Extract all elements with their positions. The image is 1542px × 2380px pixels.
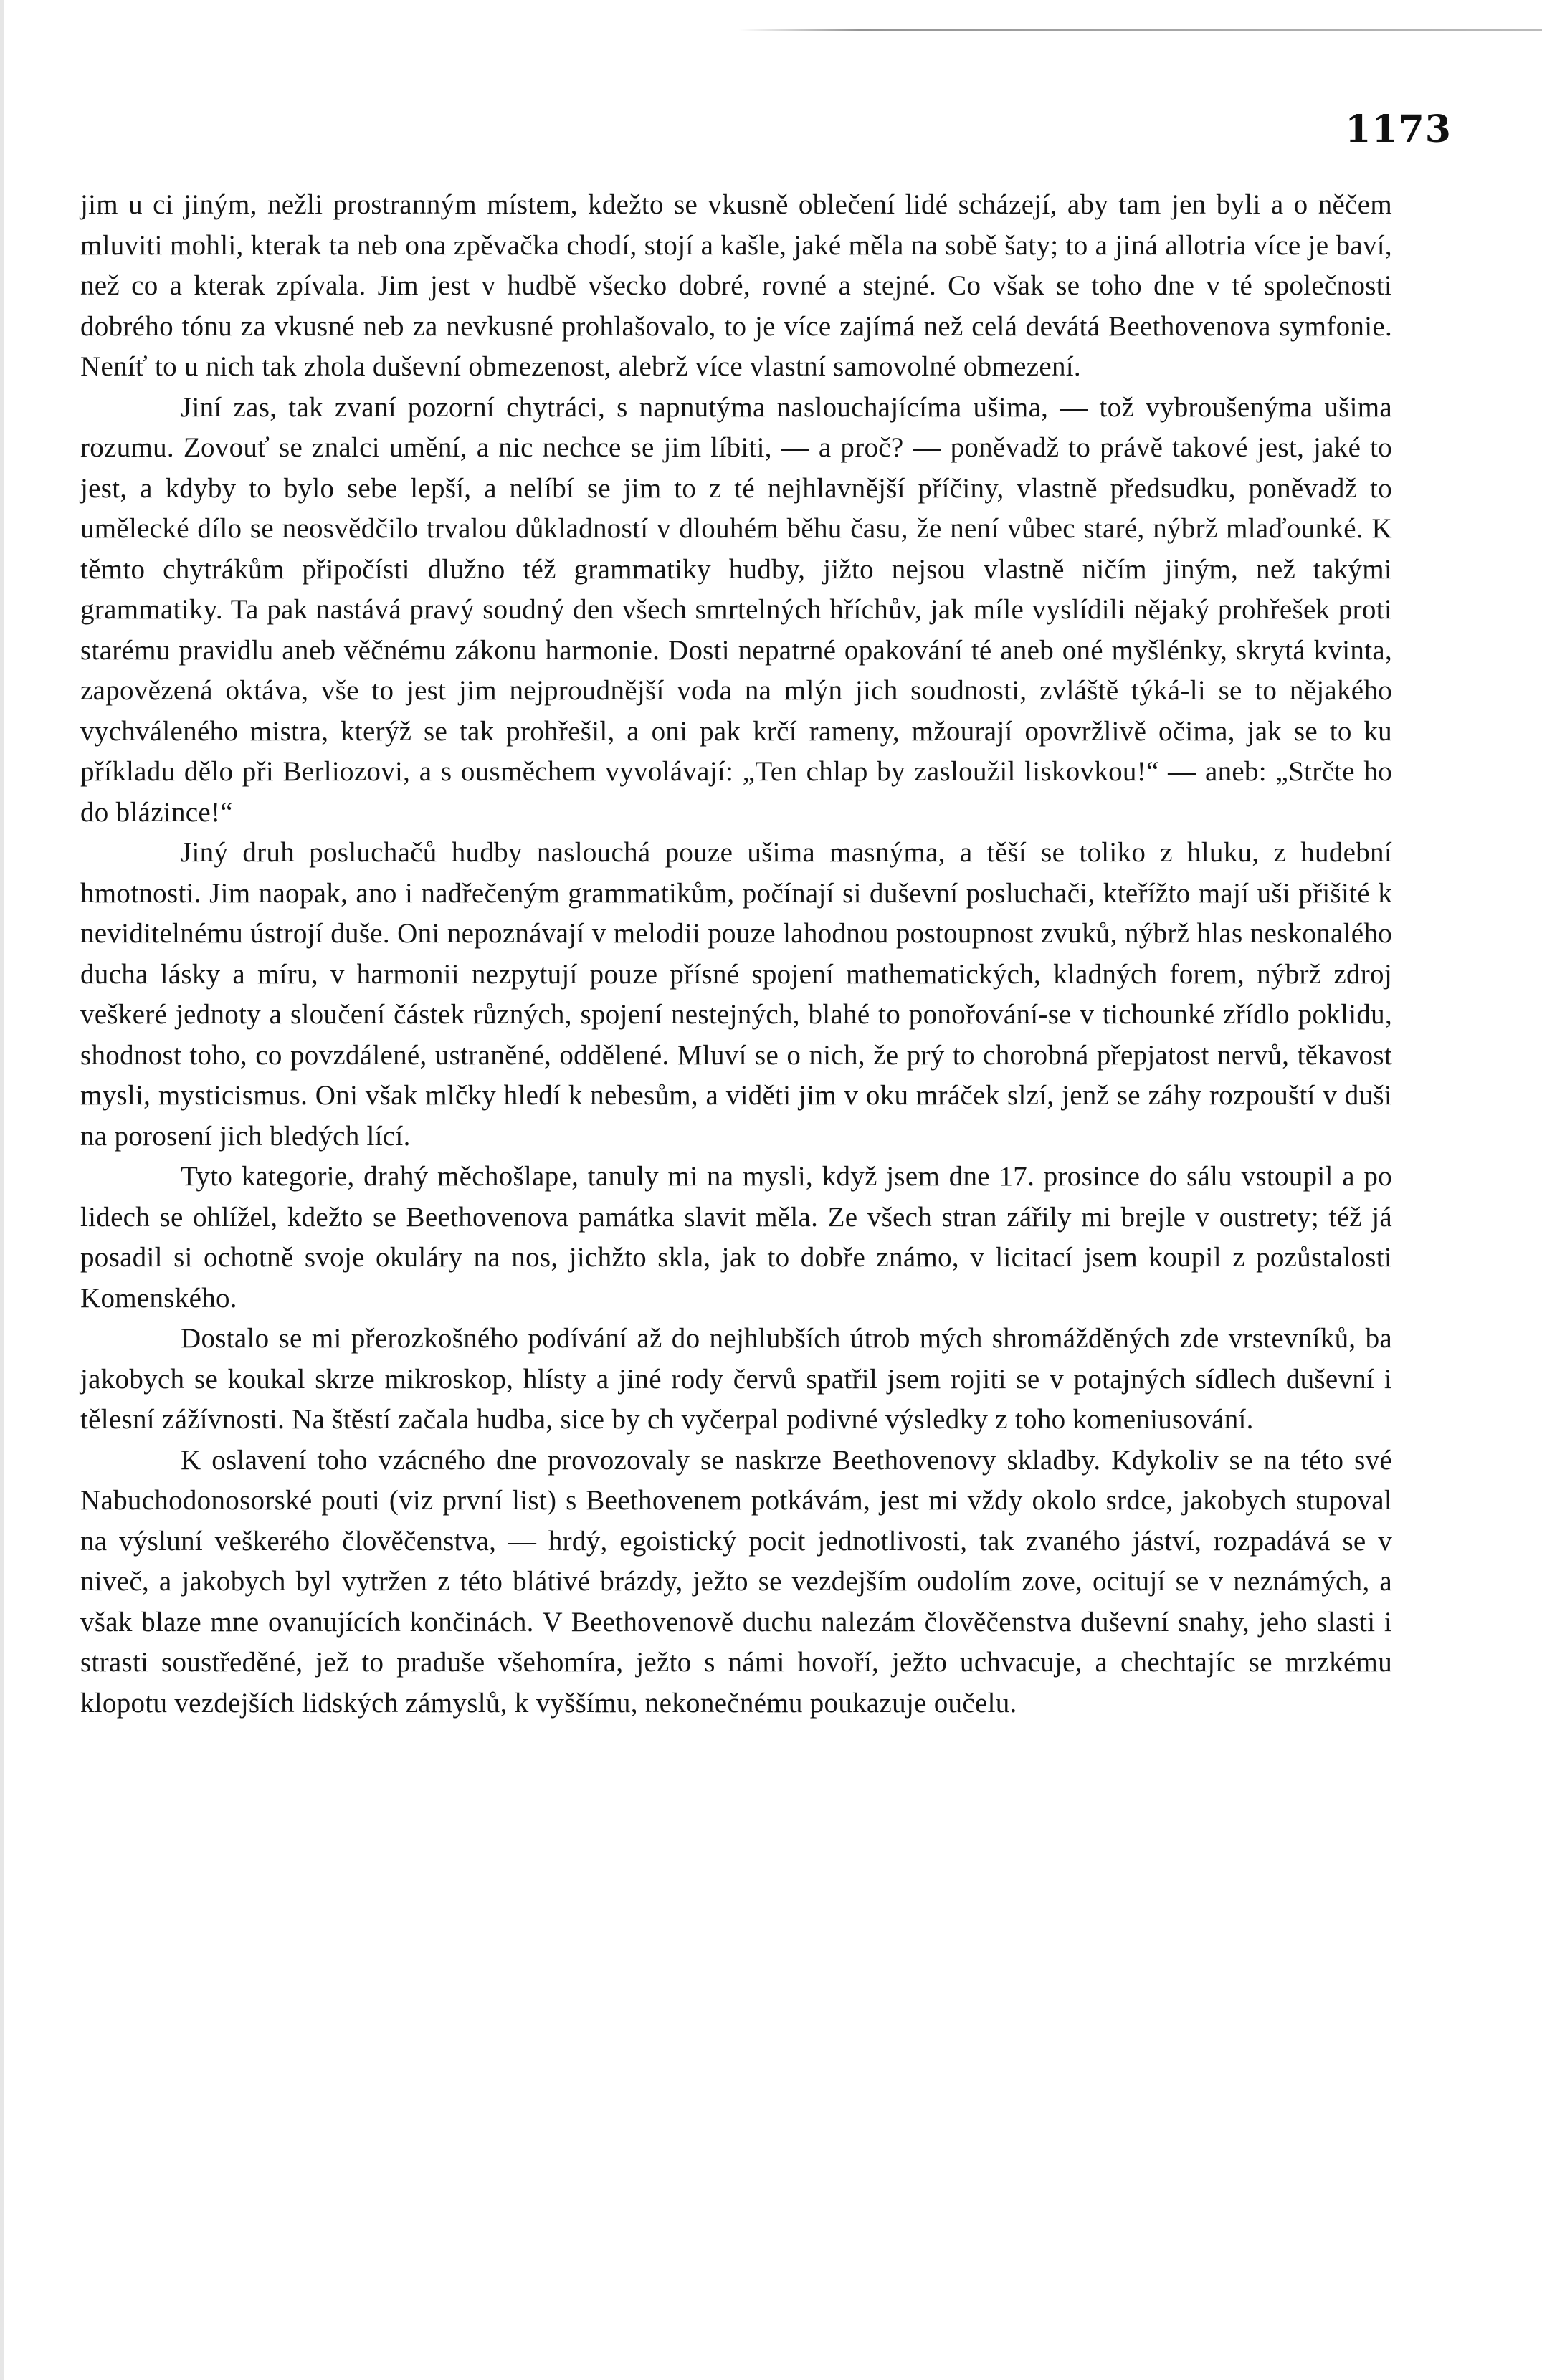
scan-edge bbox=[0, 0, 4, 2380]
paragraph-5: Dostalo se mi přerozkošného podívání až do nejhlubších útrob mých shromážděných zde vrstevníků, ba jakobych se koukal skrze mikroskop, hlísty a jiné rody červů spatřil jsem rojiti se v potajných sídlech duševní i tělesní zážívnosti. Na štěstí začala hudba, sice by ch vyčerpal podivné výsledky z toho komeniusování. bbox=[80, 1323, 1392, 1435]
paragraph-4: Tyto kategorie, drahý měchošlape, tanuly mi na mysli, když jsem dne 17. prosince do sálu vstoupil a po lidech se ohlížel, kdežto se Beethovenova památka slavit měla. Ze všech stran zářily mi brejle v oustrety; též já posadil si ochotně svoje okuláry na nos, jichžto skla, jak to dobře známo, v licitací jsem koupil z pozůstalosti Komenského. bbox=[80, 1161, 1392, 1314]
article-text bbox=[80, 185, 1392, 1724]
paragraph-1: jim u ci jiným, nežli prostranným místem, kdežto se vkusně oblečení lidé scházejí, aby tam jen byli a o něčem mluviti mohli, kterak ta neb ona zpěvačka chodí, stojí a kašle, jaké měla na sobě šaty; to a jiná allotria více je baví, než co a kterak zpívala. Jim jest v hudbě všecko dobré, rovné a stejné. Co však se toho dne v té společnosti dobrého tónu za vkusné neb za nevkusné prohlašovalo, to je více zajímá než celá devátá Beethovenova symfonie. Neníť to u nich tak zhola duševní obmezenost, alebrž více vlastní samovolné obmezení. bbox=[80, 189, 1392, 382]
paragraph-2: Jiní zas, tak zvaní pozorní chytráci, s napnutýma naslouchajícíma ušima, — tož vybroušenýma ušima rozumu. Zovouť se znalci umění, a nic nechce se jim líbiti, — a proč? — poněvadž to právě takové jest, jaké to jest, a kdyby to bylo sebe lepší, a nelíbí se jim to z té nejhlavnější příčiny, vlastně předsudku, poněvadž to umělecké dílo se neosvědčilo trvalou důkladností v dlouhém běhu času, že není vůbec staré, nýbrž mlaďounké. K těmto chytrákům připočísti dlužno též grammatiky hudby, jižto nejsou vlastně ničím jiným, než takými grammatiky. Ta pak nastává pravý soudný den všech smrtelných hříchův, jak míle vyslídili nějaký prohřešek proti starému pravidlu aneb věčnému zákonu harmonie. Dosti nepatrné opakování té aneb oné myšlénky, skrytá kvinta, zapovězená oktáva, vše to jest jim nejproudnější voda na mlýn jich soudnosti, zvláště týká-li se to nějakého vychváleného mistra, kterýž se tak prohřešil, a oni pak krčí rameny, mžourají opovržlivě očima, jak se to ku příkladu dělo při Berliozovi, a s ousměchem vyvolávají: „Ten chlap by zasloužil liskovkou!“ — aneb: „Strčte ho do blázince!“ bbox=[80, 391, 1392, 828]
paragraph-3: Jiný druh posluchačů hudby naslouchá pouze ušima masnýma, a těší se toliko z hluku, z hudební hmotnosti. Jim naopak, ano i nadřečeným grammatikům, počínají si duševní posluchači, kteřížto mají uši přišité k neviditelnému ústrojí duše. Oni nepoznávají v melodii pouze lahodnou postoupnost zvuků, nýbrž hlas neskonalého ducha lásky a míru, v harmonii nezpytují pouze přísné spojení mathematických, kladných forem, nýbrž zdroj veškeré jednoty a sloučení částek různých, spojení nestejných, blahé to ponořování-se v tichounké zřídlo poklidu, shodnost toho, co povzdálené, ustraněné, oddělené. Mluví se o nich, že prý to chorobná přepjatost nervů, těkavost mysli, mysticismus. Oni však mlčky hledí k nebesům, a viděti jim v oku mráček slzí, jenž se záhy rozpouští v duši na porosení jich bledých lící. bbox=[80, 837, 1392, 1152]
page-number: 1173 bbox=[1345, 107, 1452, 151]
top-rule bbox=[738, 29, 1542, 31]
paragraph-6: K oslavení toho vzácného dne provozovaly se naskrze Beethovenovy skladby. Kdykoliv se na této své Nabuchodonosorské pouti (viz první list) s Beethovenem potkávám, jest mi vždy okolo srdce, jakobych stupoval na výsluní veškerého člověčenstva, — hrdý, egoistický pocit jednotlivosti, tak zvaného jáství, rozpadává se v niveč, a jakobych byl vytržen z této blátivé brázdy, ježto se vezdejším oudolím zove, ocitují se v neznámých, a však blaze mne ovanujících končinách. V Beethovenově duchu nalezám člověčenstva duševní snahy, jeho slasti i strasti soustředěné, jež to praduše všehomíra, ježto s námi hovoří, ježto uchvacuje, a chechtajíc se mrzkému klopotu vezdejších lidských zámyslů, k vyššímu, nekonečnému poukazuje oučelu. bbox=[80, 1444, 1392, 1719]
